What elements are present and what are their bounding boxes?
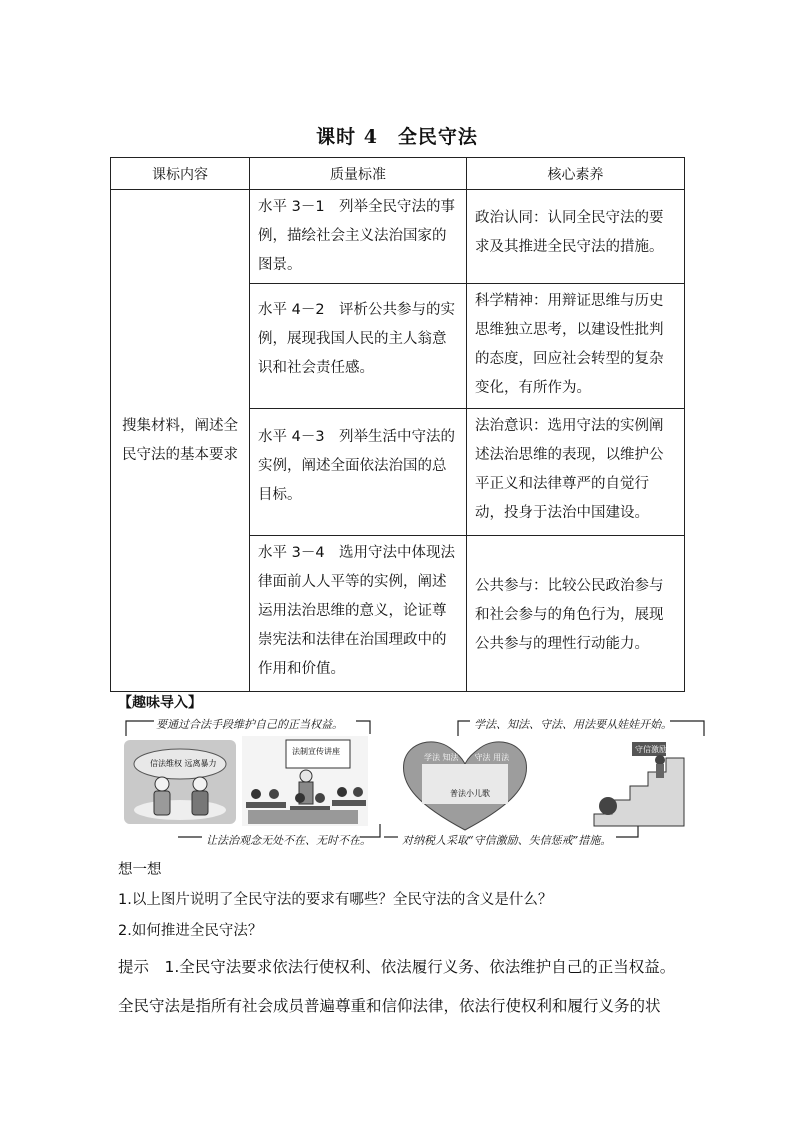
core-cell: 法治意识：选用守法的实例阐述法治思维的表现，以维护公平正义和法律尊严的自觉行动，投身于法治中国建设。	[467, 409, 685, 536]
question-1: 1.以上图片说明了全民守法的要求有哪些？全民守法的含义是什么？	[118, 892, 553, 908]
caption-bottom-right: 对纳税人采取“守信激励、失信惩戒”措施。	[402, 834, 612, 847]
heart-subtitle: 普法小儿歌	[450, 789, 490, 798]
core-cell: 科学精神：用辩证思维与历史思维独立思考，以建设性批判的态度，回应社会转型的复杂变化，有所作为。	[467, 284, 685, 409]
intro-illustration	[118, 716, 710, 848]
core-cell: 政治认同：认同全民守法的要求及其推进全民守法的措施。	[467, 190, 685, 284]
standard-cell: 水平 3－1 列举全民守法的事例，描绘社会主义法治国家的图景。	[250, 190, 467, 284]
content-cell: 搜集材料，阐述全民守法的基本要求	[111, 190, 250, 692]
standard-cell: 水平 4－3 列举生活中守法的实例，阐述全面依法治国的总目标。	[250, 409, 467, 536]
page-title: 课时 4 全民守法	[316, 126, 478, 148]
classroom-sign: 法制宣传讲座	[292, 747, 340, 756]
intro-heading: 【趣味导入】	[118, 695, 202, 711]
picture-stairs	[590, 734, 694, 828]
rights-scene-icon	[124, 740, 236, 824]
picture-rights	[124, 740, 236, 824]
header-core: 核心素养	[467, 158, 685, 190]
table-row	[111, 190, 685, 284]
caption-bottom-left: 让法治观念无处不在、无时不在。	[206, 834, 371, 847]
question-2: 2.如何推进全民守法？	[118, 923, 263, 939]
standard-cell: 水平 3－4 选用守法中体现法律面前人人平等的实例，阐述运用法治思维的意义，论证尊崇宪法和法律在治国理政中的作用和价值。	[250, 536, 467, 692]
caption-top-right: 学法、知法、守法、用法要从娃娃开始。	[474, 718, 672, 731]
table-header-row	[111, 158, 685, 190]
header-quality: 质量标准	[250, 158, 467, 190]
caption-top-left: 要通过合法手段维护自己的正当权益。	[156, 718, 343, 731]
picture-heart	[400, 736, 530, 832]
answer-line-1: 提示 1.全民守法要求依法行使权利、依法履行义务、依法维护自己的正当权益。	[118, 958, 676, 976]
rights-sign: 信法维权 远离暴力	[150, 759, 217, 768]
heart-slogan: 学法 知法 守法 用法	[424, 753, 510, 762]
heart-icon	[400, 736, 530, 832]
curriculum-table	[110, 157, 685, 692]
stairs-sign: 守信激励	[635, 745, 667, 754]
think-heading: 想一想	[118, 862, 162, 878]
header-content: 课标内容	[111, 158, 250, 190]
standard-cell: 水平 4－2 评析公共参与的实例，展现我国人民的主人翁意识和社会责任感。	[250, 284, 467, 409]
answer-line-2: 全民守法是指所有社会成员普遍尊重和信仰法律，依法行使权利和履行义务的状	[118, 997, 661, 1015]
core-cell: 公共参与：比较公民政治参与和社会参与的角色行为，展现公共参与的理性行动能力。	[467, 536, 685, 692]
picture-classroom	[242, 736, 368, 826]
